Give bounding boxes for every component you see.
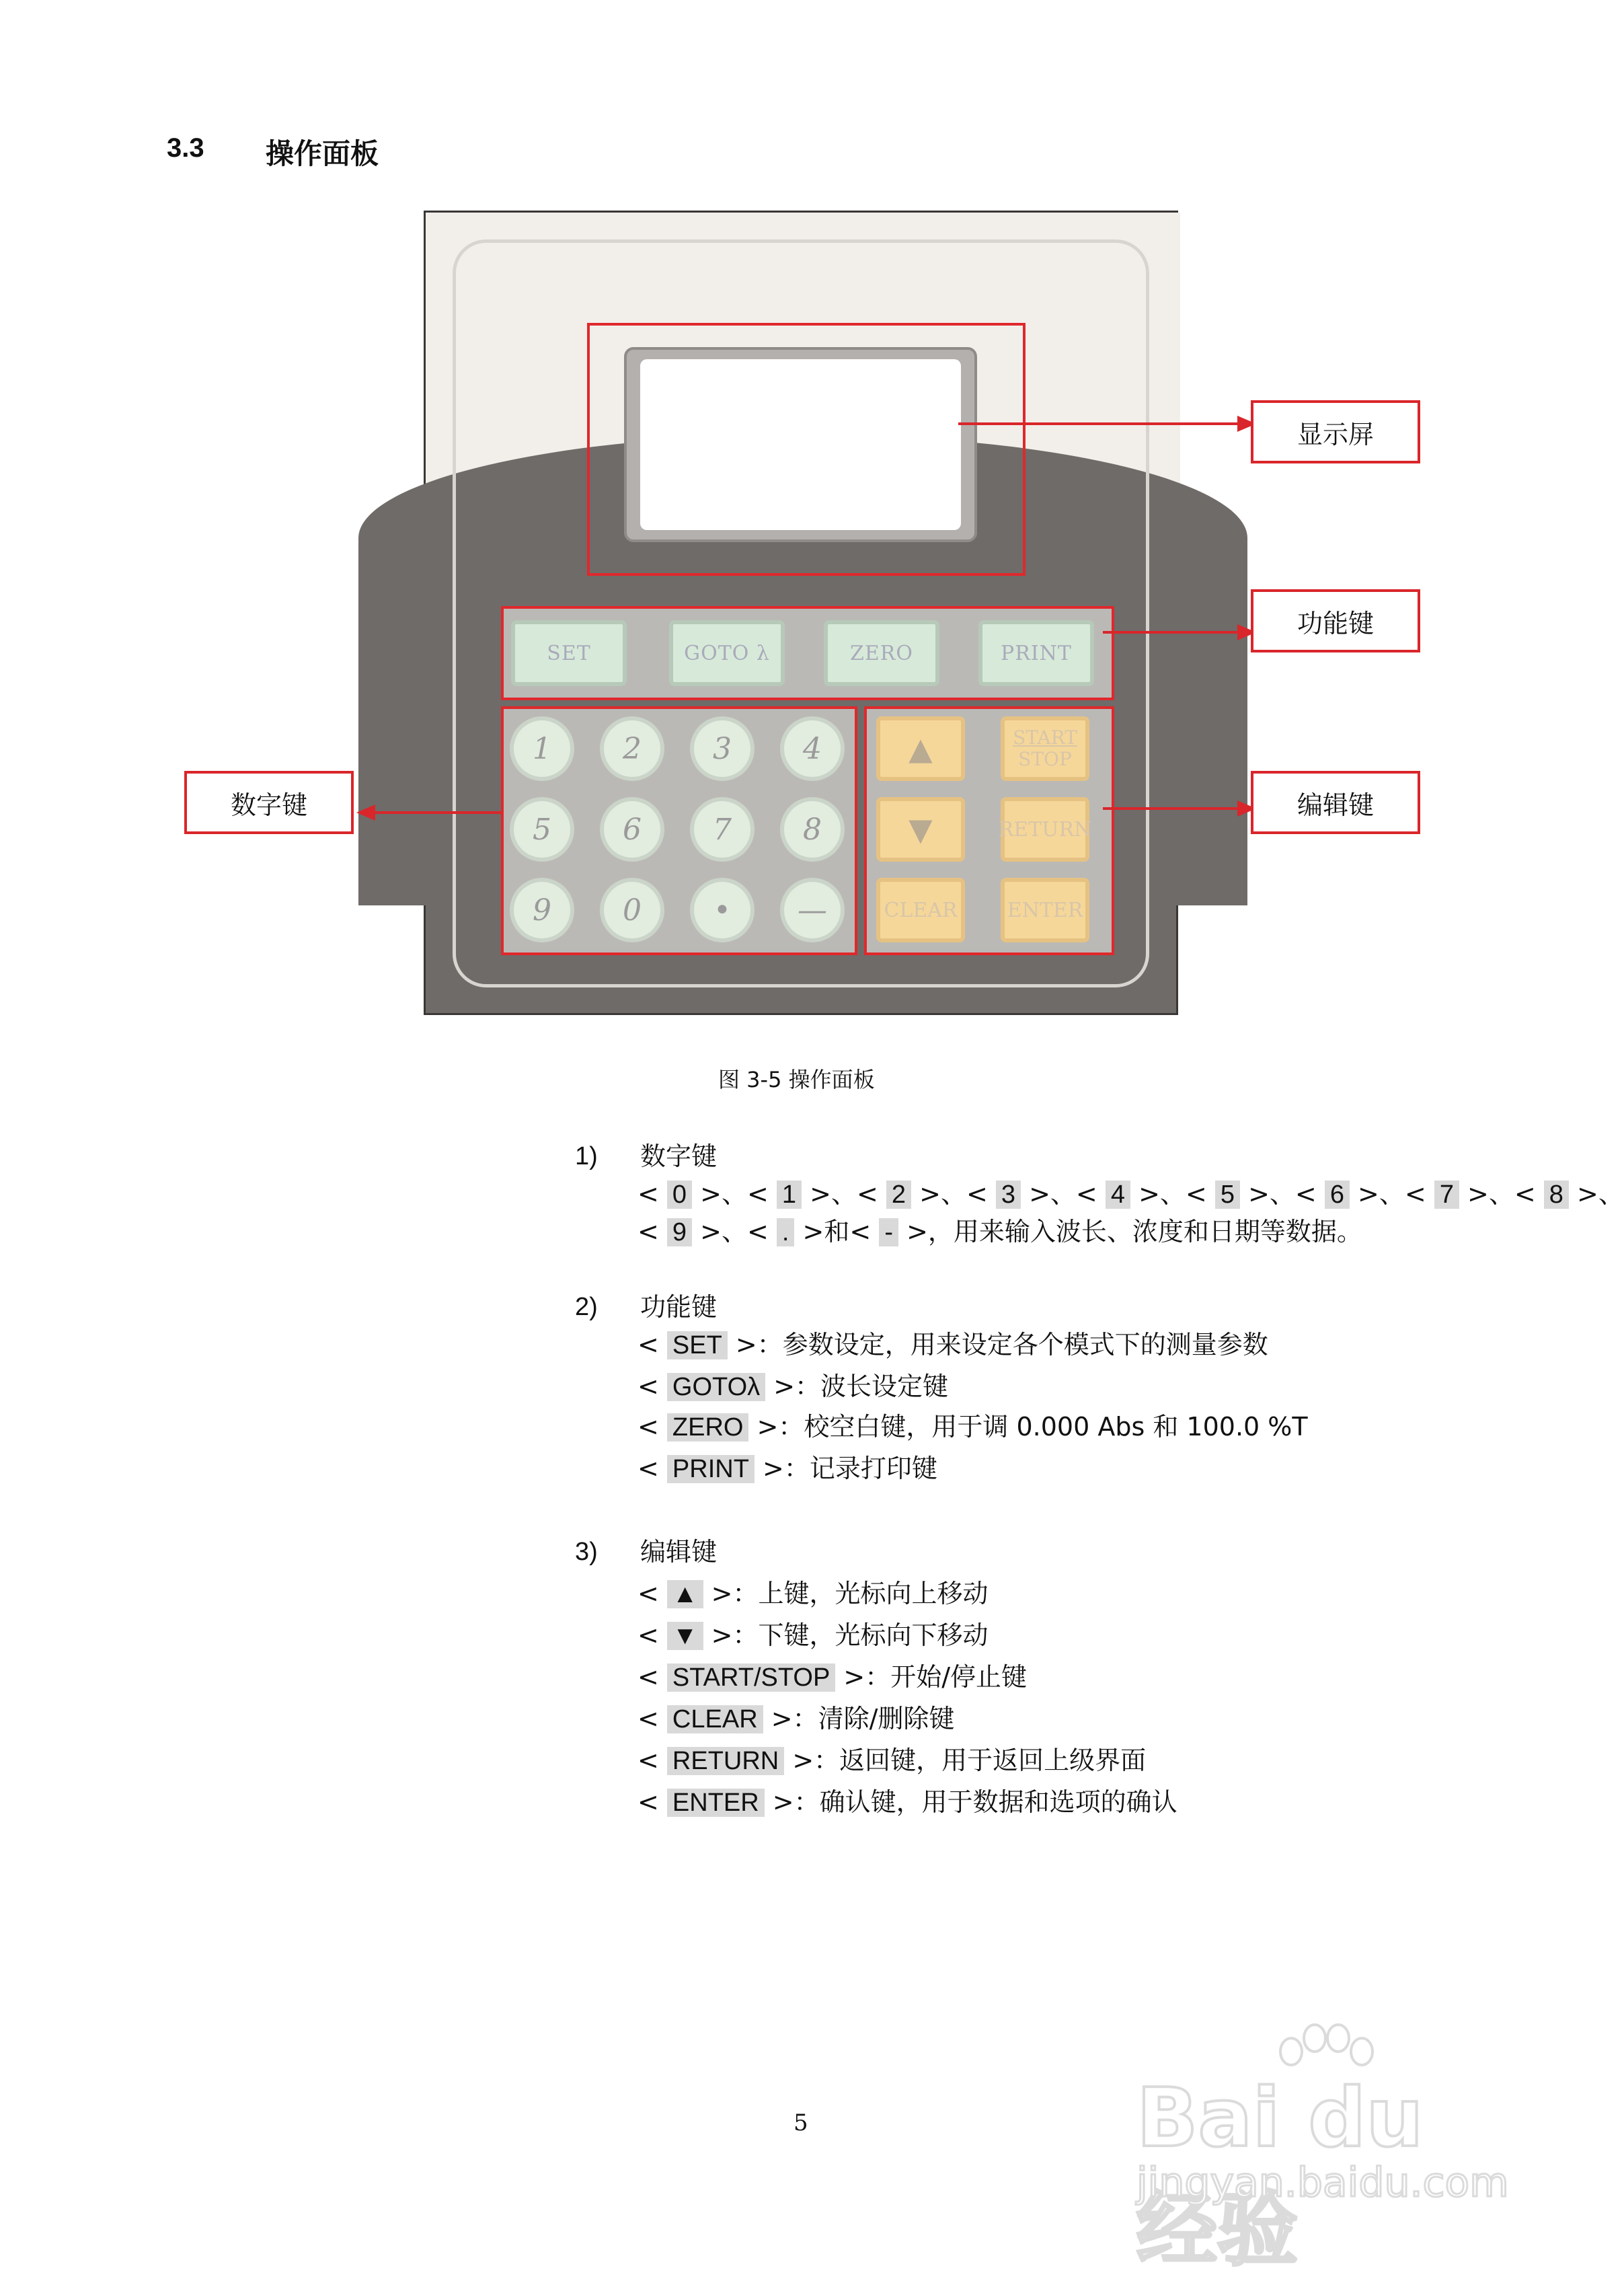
key-chip: PRINT [667, 1455, 755, 1483]
key-chip: RETURN [667, 1747, 784, 1775]
description-text: ：下键，光标向下移动 [732, 1620, 989, 1650]
start-label: START [1013, 726, 1077, 749]
down-key [876, 797, 965, 862]
numeric-keys-line-1: < 0 >、< 1 >、< 2 >、< 3 >、< 4 >、< 5 >、< 6 >、< 7 >、< 8 >、 [637, 1179, 1624, 1209]
number-key-8: 8 [780, 797, 845, 862]
description-text: ：参数设定，用来设定各个模式下的测量参数 [757, 1330, 1268, 1359]
list-title: 编辑键 [640, 1537, 718, 1567]
function-desc-item: < GOTOλ >：波长设定键 [637, 1372, 949, 1401]
return-key: RETURN [1001, 797, 1089, 862]
key-chip: ▼ [667, 1622, 703, 1650]
goto-lambda-key: GOTO λ [669, 620, 785, 686]
edit-desc-item: < ENTER >：确认键，用于数据和选项的确认 [637, 1787, 1177, 1817]
lcd-bezel [624, 347, 977, 542]
watermark-brand: Bai du 经验 [1136, 2072, 1424, 2277]
list-number: 2) [575, 1293, 598, 1321]
function-desc-item: < ZERO >：校空白键，用于调 0.000 Abs 和 100.0 %T [637, 1412, 1308, 1442]
function-callout: 功能键 [1251, 589, 1420, 652]
edit-callout: 编辑键 [1251, 771, 1420, 834]
section-title: 操作面板 [266, 137, 379, 170]
number-callout: 数字键 [184, 771, 354, 834]
description-text: ：上键，光标向上移动 [732, 1579, 989, 1608]
function-desc-item: < PRINT >：记录打印键 [637, 1454, 937, 1483]
key-chip: 8 [1544, 1181, 1569, 1209]
key-chip: START/STOP [667, 1663, 835, 1692]
key-chip: ENTER [667, 1789, 765, 1817]
description-text: ：返回键，用于返回上级界面 [814, 1746, 1147, 1775]
section-number: 3.3 [167, 133, 204, 163]
key-chip: CLEAR [667, 1705, 763, 1733]
number-key-2: 2 [600, 716, 664, 781]
number-key-5: 5 [510, 797, 574, 862]
key-chip: ZERO [667, 1413, 749, 1442]
arrow-left-icon [356, 805, 375, 821]
display-callout: 显示屏 [1251, 400, 1420, 463]
lcd-screen [640, 359, 961, 530]
number-key-3: 3 [690, 716, 755, 781]
key-chip: GOTOλ [667, 1373, 765, 1401]
key-chip: - [879, 1218, 898, 1246]
key-chip: 3 [996, 1181, 1021, 1209]
description-text: ：波长设定键 [795, 1372, 949, 1401]
up-key [876, 716, 965, 781]
number-callout-line [373, 811, 501, 814]
key-chip: 0 [667, 1181, 692, 1209]
key-chip: 9 [667, 1218, 692, 1246]
number-key-1: 1 [510, 716, 574, 781]
key-chip: 6 [1325, 1181, 1350, 1209]
page-number: 5 [794, 2109, 808, 2136]
enter-key: ENTER [1001, 878, 1089, 942]
edit-callout-line [1103, 807, 1241, 810]
number-key-7: 7 [690, 797, 755, 862]
number-key-4: 4 [780, 716, 845, 781]
number-key-9: 9 [510, 878, 574, 942]
key-chip: 2 [886, 1181, 911, 1209]
description-text: ：开始/停止键 [865, 1662, 1028, 1692]
display-callout-line [958, 422, 1241, 425]
description-text: ：校空白键，用于调 0.000 Abs 和 100.0 %T [778, 1412, 1308, 1442]
clear-key: CLEAR [876, 878, 965, 942]
list-title: 功能键 [640, 1292, 718, 1322]
operation-panel-figure [424, 211, 1178, 1015]
function-desc-item: < SET >：参数设定，用来设定各个模式下的测量参数 [637, 1330, 1268, 1359]
stop-label: STOP [1018, 748, 1072, 770]
figure-caption: 图 3-5 操作面板 [718, 1067, 875, 1092]
description-text: ，用来输入波长、浓度和日期等数据。 [927, 1217, 1362, 1246]
up-arrow-icon: ▲ [908, 731, 933, 767]
decimal-point-key: • [690, 878, 755, 942]
key-chip: ▲ [667, 1580, 703, 1608]
description-text: ：确认键，用于数据和选项的确认 [794, 1787, 1177, 1817]
paw-icon [1271, 2025, 1379, 2092]
edit-desc-item: < RETURN >：返回键，用于返回上级界面 [637, 1746, 1147, 1775]
description-text: ：记录打印键 [783, 1454, 937, 1483]
and-text: 和 [824, 1217, 850, 1246]
edit-desc-item: < START/STOP >：开始/停止键 [637, 1662, 1028, 1692]
set-key: SET [511, 620, 627, 686]
number-key-0: 0 [600, 878, 664, 942]
number-key-6: 6 [600, 797, 664, 862]
edit-desc-item: < ▲ >：上键，光标向上移动 [637, 1579, 989, 1608]
edit-desc-item: < ▼ >：下键，光标向下移动 [637, 1620, 989, 1650]
list-number: 1) [575, 1142, 598, 1170]
function-callout-line [1103, 631, 1241, 634]
key-chip: 7 [1434, 1181, 1459, 1209]
baidu-watermark [1136, 2025, 1513, 2277]
key-chip: 4 [1106, 1181, 1130, 1209]
print-key: PRINT [978, 620, 1094, 686]
key-chip: 5 [1215, 1181, 1240, 1209]
key-chip: SET [667, 1331, 728, 1359]
down-arrow-icon: ▼ [908, 811, 933, 848]
watermark-url: jingyan.baidu.com [1136, 2159, 1509, 2206]
numeric-keys-line-2: < 9 >、< . >和< - >，用来输入波长、浓度和日期等数据。 [637, 1217, 1362, 1246]
zero-key: ZERO [824, 620, 939, 686]
minus-key: — [780, 878, 845, 942]
start-stop-key [1001, 716, 1089, 781]
edit-desc-item: < CLEAR >：清除/删除键 [637, 1704, 955, 1733]
list-number: 3) [575, 1538, 598, 1566]
key-chip: 1 [777, 1181, 802, 1209]
list-title: 数字键 [640, 1142, 718, 1171]
description-text: ：清除/删除键 [792, 1704, 955, 1733]
key-chip: . [777, 1218, 795, 1246]
